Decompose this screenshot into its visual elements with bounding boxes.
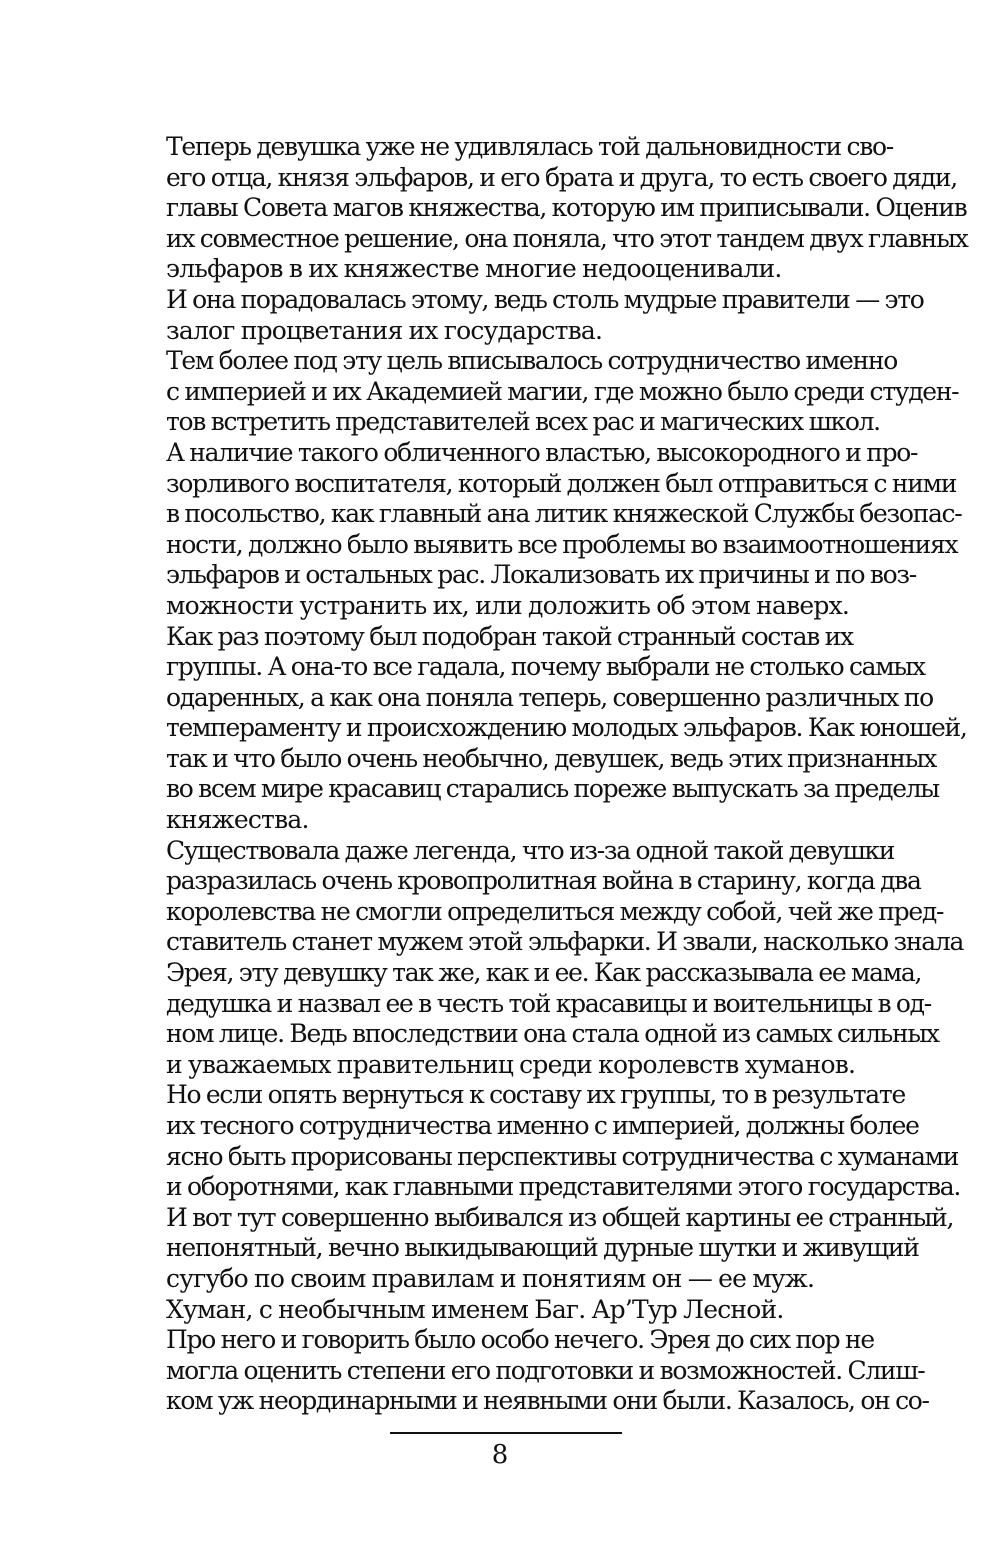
text-line: залог процветания их государства. [166,315,603,345]
text-line: Теперь девушка уже не удивлялась той дальновидности сво- [166,132,893,161]
text-line: королевства не смогли определиться между собой, чей же пред- [166,896,944,926]
text-line: их совместное решение, она поняла, что этот тандем двух главных [166,223,968,253]
text-line: в посольство, как главный ана литик княжеской Службы безопас- [166,499,962,529]
text-line: тов встретить представителей всех рас и магических школ. [166,407,880,437]
text-line: их тесного сотрудничества именно с империей, должны более [166,1111,919,1140]
text-line: можности устранить их, или доложить об этом наверх. [166,590,850,620]
text-line: Как раз поэтому был подобран такой странный состав их [166,621,853,651]
text-line: ком уж неординарными и неявными они были. Казалось, он со- [166,1386,929,1416]
text-line: ном лице. Ведь впоследствии она стала одной из самых сильных [166,1019,939,1049]
text-line: разразилась очень кровопролитная война в старину, когда два [166,866,921,896]
text-line: Эрея, эту девушку так же, как и ее. Как рассказывала ее мама, [166,958,922,988]
text-line: эльфаров в их княжестве многие недооценивали. [166,254,782,284]
text-line: могла оценить степени его подготовки и возможностей. Слиш- [166,1355,925,1385]
text-line: ставитель станет мужем этой эльфарки. И звали, насколько знала [166,927,964,957]
text-line: темпераменту и происхождению молодых эльфаров. Как юношей, [166,713,967,743]
paragraph [124,437,962,622]
paragraph [124,835,964,1081]
text-line: сугубо по своим правилам и понятиям он — ее муж. [166,1263,815,1293]
text-line: во всем мире красавиц старались пореже выпускать за пределы [166,774,939,804]
text-line: И она порадовалась этому, ведь столь мудрые правители — это [166,284,924,314]
text-line: непонятный, вечно выкидывающий дурные шутки и живущий [166,1233,919,1263]
text-line: эльфаров и остальных рас. Локализовать их причины и по воз- [166,560,916,590]
text-line: Но если опять вернуться к составу их группы, то в результате [166,1080,905,1110]
text-line: группы. А она-то все гадала, почему выбрали не столько самых [166,652,925,682]
paragraph [124,132,968,285]
text-line: А наличие такого обличенного властью, высокородного и про- [166,437,918,467]
text-line: ясно быть прорисованы перспективы сотрудничества с хуманами [166,1141,959,1171]
text-line: главы Совета магов княжества, которую им приписывали. Оценив [166,193,967,223]
text-line: одаренных, а как она поняла теперь, совершенно различных по [166,682,933,712]
text-line: Существовала даже легенда, что из-за одной такой девушки [166,835,895,865]
text-line: ности, должно было выявить все проблемы во взаимоотношениях [166,529,958,559]
paragraph [124,1080,961,1294]
text-line: и оборотнями, как главными представителями этого государства. [166,1172,961,1202]
paragraph [124,621,967,836]
text-line: И вот тут совершенно выбивался из общей картины ее странный, [166,1202,954,1232]
text-line: дедушка и назвал ее в честь той красавицы и воительницы в од- [166,988,931,1018]
paragraph [124,1325,929,1417]
text-line: его отца, князя эльфаров, и его брата и друга, то есть своего дяди, [166,162,957,192]
text-line: Тем более под эту цель вписывалось сотрудничество именно [166,346,898,376]
text-line: Про него и говорить было особо нечего. Эрея до сих пор не [166,1325,874,1355]
paragraph [124,284,924,346]
text-line: зорливого воспитателя, который должен был отправиться с ними [166,468,957,498]
paragraph [124,1295,892,1326]
page-body [124,132,968,1417]
footer-rule [390,1432,622,1434]
page-number: 8 [491,1440,509,1470]
text-line: с империей и их Академией магии, где можно было среди студен- [166,376,959,406]
paragraph [124,346,959,438]
text-line: и уважаемых правительниц среди королевств хуманов. [166,1049,856,1079]
text-line: Хуман, с необычным именем Баг. Ар’Тур Лесной. [166,1294,784,1324]
text-line: так и что было очень необычно, девушек, ведь этих признанных [166,743,937,773]
text-line: княжества. [166,805,309,835]
